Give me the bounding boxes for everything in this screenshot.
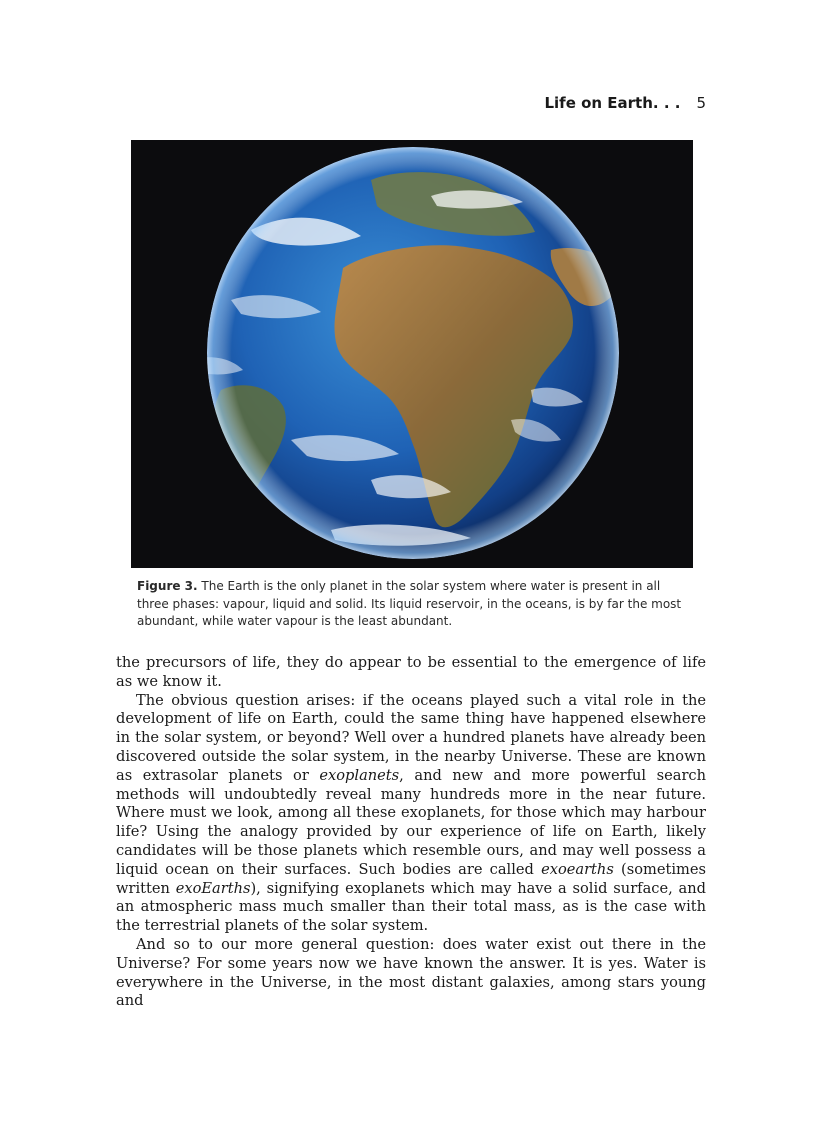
page-number: 5 xyxy=(696,94,706,112)
running-head xyxy=(544,94,706,112)
running-title: Life on Earth. . . xyxy=(544,94,681,112)
paragraph-3: And so to our more general question: does water exist out there in the Universe? For some years now we have known the answer. It is yes. Water is everywhere in the Universe, in the most distant galaxies, among stars young and xyxy=(116,935,706,1010)
earth-figure xyxy=(131,140,693,568)
paragraph-2-part-e: (sometimes written xyxy=(116,860,706,897)
earth-image xyxy=(131,140,693,568)
term-exoearths: exoearths xyxy=(541,860,614,878)
paragraph-2 xyxy=(116,692,706,936)
paragraph-2-part-g: ), signifying exoplanets which may have a solid surface, and an atmospheric mass much smaller than their total mass, as is the case with the terrestrial planets of the solar system. xyxy=(116,879,706,935)
body-text xyxy=(116,654,706,1011)
paragraph-1: the precursors of life, they do appear to be essential to the emergence of life as we know it. xyxy=(116,654,706,690)
paragraph-2-part-c: , and new and more powerful search methods will undoubtedly reveal many hundreds more in the near future. Where must we look, among all these exoplanets, for those which may harbour life? Using the analogy provided by our experience of life on Earth, likely candidates will be those planets which resemble ours, and may well possess a liquid ocean on their surfaces. Such bodies are called xyxy=(116,766,707,878)
paragraph-2-part-a: The obvious question arises: if the oceans played such a vital role in the development of life on Earth, could the same thing have happened elsewhere in the solar system, or beyond? Well over a hundred planets have already been discovered outside the solar system, in the nearby Universe. These are known as extrasolar planets or xyxy=(116,691,706,784)
term-exoEarths: exoEarths xyxy=(175,879,251,897)
term-exoplanets: exoplanets xyxy=(319,766,400,784)
figure-label: Figure 3. xyxy=(137,579,198,593)
figure-caption xyxy=(137,578,693,631)
figure-caption-text: The Earth is the only planet in the solar system where water is present in all three phases: vapour, liquid and solid. Its liquid reservoir, in the oceans, is by far the most abundant, while water vapour is the least abundant. xyxy=(137,579,682,629)
